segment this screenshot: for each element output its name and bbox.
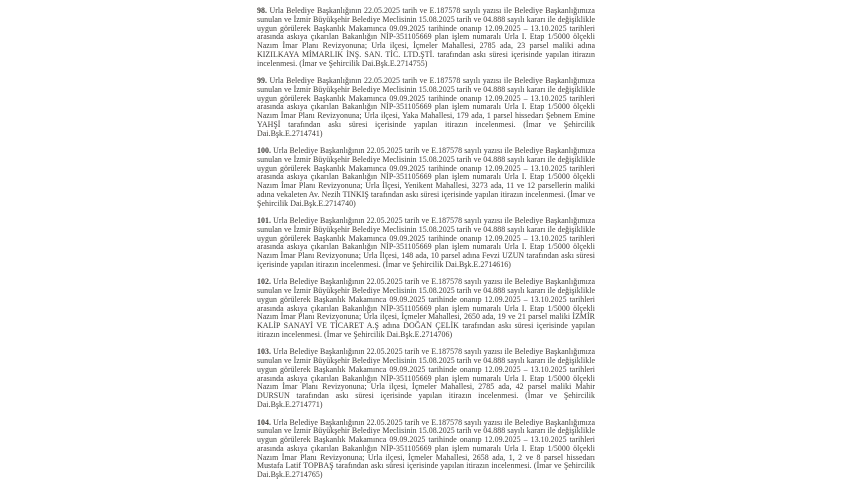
agenda-item-number: 99.: [257, 76, 268, 86]
agenda-item-text: Urla Belediye Başkanlığının 22.05.2025 tarih ve E.187578 sayılı yazısı ile Belediye Başkanlığımıza sunulan ve İzmir Büyükşehir Belediye Meclisinin 15.08.2025 tarih ve 04.888 sayılı kararı ile değişiklikle uygun görülerek Başkanlık Makamınca 09.09.2025 tarihinde onanıp 12.09.2025 – 13.10.2025 tarihleri arasında askıya çıkarılan Bakanlığın NİP-351105669 plan işlem numaralı Urla I. Etap 1/5000 ölçekli Nazım İmar Planı Revizyonuna; Urla İlçesi, Yenikent Mahallesi, 3273 ada, 11 ve 12 parsellerin maliki adına vekaleten Av. Nezih TINKIŞ tarafından askı süresi içerisinde yapılan itirazın incelenmesi. (İmar ve Şehircilik Dai.Bşk.E.2714740): [257, 146, 595, 208]
agenda-item-text: Urla Belediye Başkanlığının 22.05.2025 tarih ve E.187578 sayılı yazısı ile Belediye Başkanlığımıza sunulan ve İzmir Büyükşehir Belediye Meclisinin 15.08.2025 tarih ve 04.888 sayılı kararı ile değişiklikle uygun görülerek Başkanlık Makamınca 09.09.2025 tarihinde onanıp 12.09.2025 – 13.10.2025 tarihleri arasında askıya çıkarılan Bakanlığın NİP-351105669 plan işlem numaralı Urla I. Etap 1/5000 ölçekli Nazım İmar Planı Revizyonuna; Urla İlçesi, 148 ada, 10 parsel adına Fevzi UZUN tarafından askı süresi içerisinde yapılan itirazın incelenmesi. (İmar ve Şehircilik Dai.Bşk.E.2714616): [257, 216, 595, 269]
agenda-item-number: 104.: [257, 417, 272, 427]
agenda-item-text: Urla Belediye Başkanlığının 22.05.2025 tarih ve E.187578 sayılı yazısı ile Belediye Başkanlığımıza sunulan ve İzmir Büyükşehir Belediye Meclisinin 15.08.2025 tarih ve 04.888 sayılı kararı ile değişiklikle uygun görülerek Başkanlık Makamınca 09.09.2025 tarihinde onanıp 12.09.2025 – 13.10.2025 tarihleri arasında askıya çıkarılan Bakanlığın NİP-351105669 plan işlem numaralı Urla I. Etap 1/5000 ölçekli Nazım İmar Planı Revizyonuna; Urla ilçesi, İçmeler Mahallesi, 2650 ada, 19 ve 21 parsel maliki İZMİR KALİP SANAYİ VE TİCARET A.Ş adına DOĞAN ÇELİK tarafından askı süresi içerisinde yapılan itirazın incelenmesi. (İmar ve Şehircilik Dai.Bşk.E.2714706): [257, 277, 595, 339]
agenda-item-text: Urla Belediye Başkanlığının 22.05.2025 tarih ve E.187578 sayılı yazısı ile Belediye Başkanlığımıza sunulan ve İzmir Büyükşehir Belediye Meclisinin 15.08.2025 tarih ve 04.888 sayılı kararı ile değişiklikle uygun görülerek Başkanlık Makamınca 09.09.2025 tarihinde onanıp 12.09.2025 – 13.10.2025 tarihleri arasında askıya çıkarılan Bakanlığın NİP-351105669 plan işlem numaralı Urla I. Etap 1/5000 ölçekli Nazım İmar Planı Revizyonuna; Urla ilçesi, Yaka Mahallesi, 179 ada, 1 parsel hissedarı Şebnem Emine YAHŞİ tarafından askı süresi içerisinde yapılan itirazın incelenmesi. (İmar ve Şehircilik Dai.Bşk.E.2714741): [257, 76, 595, 138]
agenda-item-100: [257, 147, 595, 208]
agenda-text-column: [257, 7, 595, 480]
agenda-item-99: [257, 77, 595, 138]
agenda-item-104: [257, 419, 595, 480]
agenda-item-number: 102.: [257, 277, 272, 287]
agenda-item-103: [257, 348, 595, 409]
agenda-item-102: [257, 278, 595, 339]
agenda-item-98: [257, 7, 595, 68]
agenda-item-number: 100.: [257, 146, 272, 156]
agenda-item-101: [257, 217, 595, 270]
agenda-item-number: 103.: [257, 347, 272, 357]
agenda-item-text: Urla Belediye Başkanlığının 22.05.2025 tarih ve E.187578 sayılı yazısı ile Belediye Başkanlığımıza sunulan ve İzmir Büyükşehir Belediye Meclisinin 15.08.2025 tarih ve 04.888 sayılı kararı ile değişiklikle uygun görülerek Başkanlık Makamınca 09.09.2025 tarihinde onanıp 12.09.2025 – 13.10.2025 tarihleri arasında askıya çıkarılan Bakanlığın NİP-351105669 plan işlem numaralı Urla I. Etap 1/5000 ölçekli Nazım İmar Planı Revizyonuna; Urla ilçesi, İçmeler Mahallesi, 2658 ada, 1, 2 ve 8 parsel hissedarı Mustafa Latif TOPBAŞ tarafından askı süresi içerisinde yapılan itirazın incelenmesi. (İmar ve Şehircilik Dai.Bşk.E.2714765): [257, 417, 595, 480]
agenda-item-text: Urla Belediye Başkanlığının 22.05.2025 tarih ve E.187578 sayılı yazısı ile Belediye Başkanlığımıza sunulan ve İzmir Büyükşehir Belediye Meclisinin 15.08.2025 tarih ve 04.888 sayılı kararı ile değişiklikle uygun görülerek Başkanlık Makamınca 09.09.2025 tarihinde onanıp 12.09.2025 – 13.10.2025 tarihleri arasında askıya çıkarılan Bakanlığın NİP-351105669 plan işlem numaralı Urla I. Etap 1/5000 ölçekli Nazım İmar Planı Revizyonuna; Urla ilçesi, İçmeler Mahallesi, 2785 ada, 42 parsel maliki Mahir DURSUN tarafından askı süresi içerisinde yapılan itirazın incelenmesi. (İmar ve Şehircilik Dai.Bşk.E.2714771): [257, 347, 595, 409]
agenda-item-number: 101.: [257, 216, 272, 226]
agenda-item-number: 98.: [257, 6, 268, 15]
agenda-item-text: Urla Belediye Başkanlığının 22.05.2025 tarih ve E.187578 sayılı yazısı ile Belediye Başkanlığımıza sunulan ve İzmir Büyükşehir Belediye Meclisinin 15.08.2025 tarih ve 04.888 sayılı kararı ile değişiklikle uygun görülerek Başkanlık Makamınca 09.09.2025 tarihinde onanıp 12.09.2025 – 13.10.2025 tarihleri arasında askıya çıkarılan Bakanlığın NİP-351105669 plan işlem numaralı Urla I. Etap 1/5000 ölçekli Nazım İmar Planı Revizyonuna; Urla ilçesi, İçmeler Mahallesi, 2785 ada, 23 parsel maliki adına KIZILKAYA MİMARLIK İNŞ. SAN. TİC. LTD.ŞTİ. tarafından askı süresi içerisinde yapılan itirazın incelenmesi. (İmar ve Şehircilik Dai.Bşk.E.2714755): [257, 6, 595, 68]
